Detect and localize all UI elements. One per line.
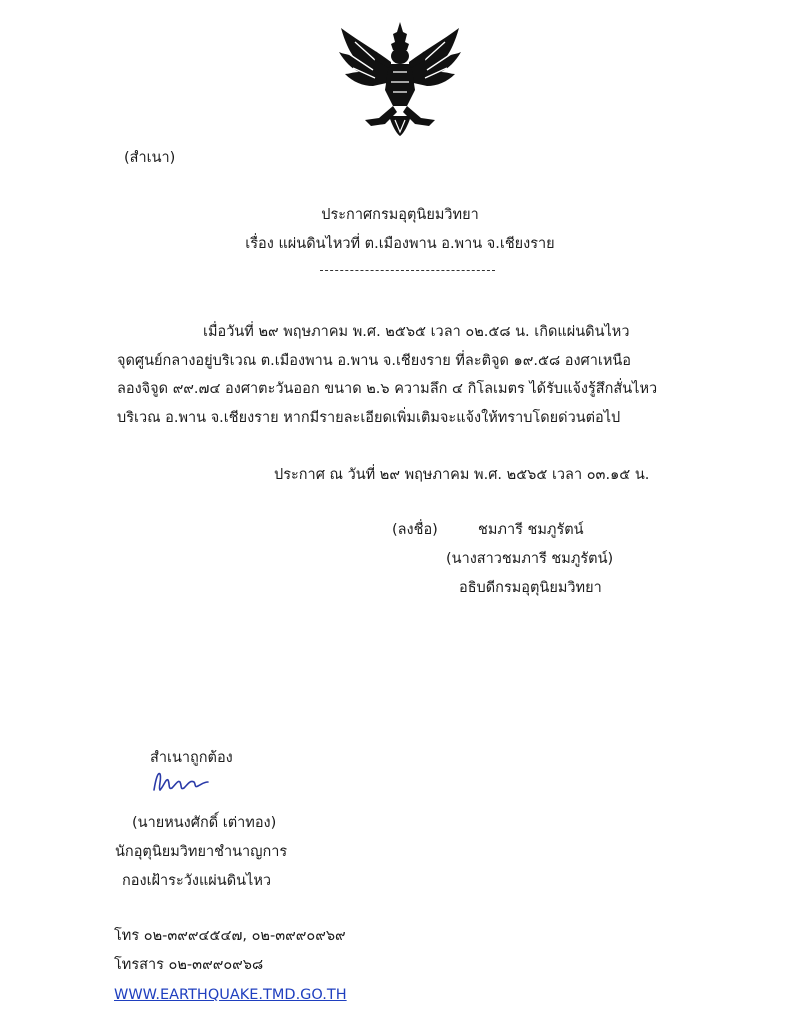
certified-copy-label: สำเนาถูกต้อง xyxy=(150,750,233,766)
signer-full-name: (นางสาวชมภารี ชมภูรัตน์) xyxy=(446,551,614,567)
website-link[interactable]: WWW.EARTHQUAKE.TMD.GO.TH xyxy=(114,987,347,1003)
garuda-emblem-icon xyxy=(335,20,465,138)
contact-phone: โทร ๐๒-๓๙๙๔๕๔๗, ๐๒-๓๙๙๐๙๖๙ xyxy=(114,928,346,944)
signer-position: อธิบดีกรมอุตุนิยมวิทยา xyxy=(459,580,602,596)
announcement-date: ประกาศ ณ วันที่ ๒๙ พฤษภาคม พ.ศ. ๒๕๖๕ เวลา ๐๓.๑๕ น. xyxy=(274,467,650,483)
announcement-body xyxy=(117,318,677,432)
announcement-title: ประกาศกรมอุตุนิยมวิทยา xyxy=(321,207,479,223)
certifier-division: กองเฝ้าระวังแผ่นดินไหว xyxy=(122,873,272,889)
handwritten-signature-icon xyxy=(150,768,210,796)
copy-mark: (สำเนา) xyxy=(124,150,176,166)
contact-fax: โทรสาร ๐๒-๓๙๙๐๙๖๘ xyxy=(114,957,264,973)
certifier-name: (นายหนงศักดิ์ เต่าทอง) xyxy=(132,815,277,831)
title-divider xyxy=(320,270,495,271)
announcement-subject: เรื่อง แผ่นดินไหวที่ ต.เมืองพาน อ.พาน จ.เชียงราย xyxy=(245,236,555,252)
signed-name: ชมภารี ชมภูรัตน์ xyxy=(478,522,584,538)
signed-label: (ลงชื่อ) xyxy=(392,522,438,538)
body-paragraph: เมื่อวันที่ ๒๙ พฤษภาคม พ.ศ. ๒๕๖๕ เวลา ๐๒.๕๘ น. เกิดแผ่นดินไหว จุดศูนย์กลางอยู่บริเวณ ต.เมืองพาน อ.พาน จ.เชียงราย ที่ละติจูด ๑๙.๕๘ องศาเหนือ ลองจิจูด ๙๙.๗๔ องศาตะวันออก ขนาด ๒.๖ ความลึก ๔ กิโลเมตร ได้รับแจ้งรู้สึกสั่นไหวบริเวณ อ.พาน จ.เชียงราย หากมีรายละเอียดเพิ่มเติมจะแจ้งให้ทราบโดยด่วนต่อไป xyxy=(117,324,658,426)
certifier-position: นักอุตุนิยมวิทยาชำนาญการ xyxy=(115,844,288,860)
